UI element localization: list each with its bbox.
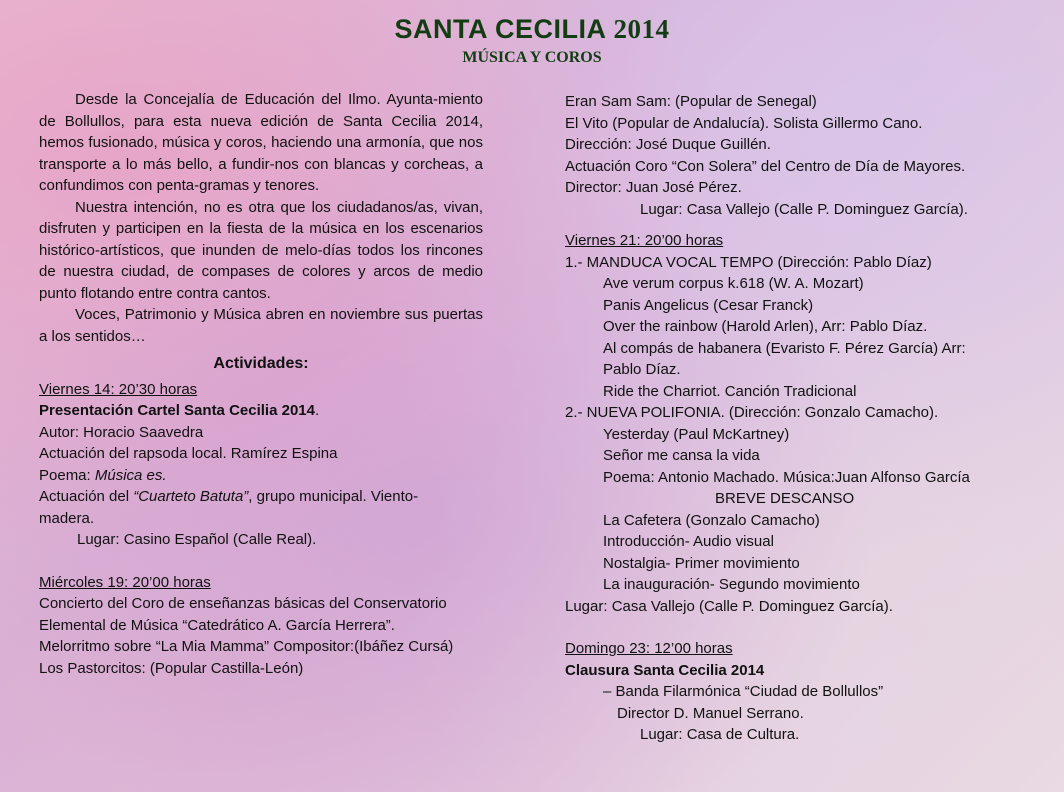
event-title	[39, 400, 483, 422]
event-place: Lugar: Casa de Cultura.	[640, 726, 800, 743]
event-miercoles-19-continued	[565, 91, 1045, 220]
event-viernes-21	[565, 230, 1045, 617]
poema-title: Música es.	[94, 466, 167, 484]
activities-heading: Actividades:	[213, 355, 309, 372]
title-text: SANTA CECILIA	[394, 14, 606, 44]
title-year: 2014	[613, 14, 670, 44]
poema-label: Poema:	[39, 466, 95, 484]
event-title-end: .	[314, 402, 320, 419]
event-band: – Banda Filarmónica “Ciudad de Bollullos”	[603, 683, 884, 700]
event-date: Viernes 14: 20’30 horas	[39, 380, 198, 398]
event-line: Los Pastorcitos: (Popular Castilla-León)	[39, 659, 304, 677]
group-heading: 2.- NUEVA POLIFONIA. (Dirección: Gonzalo Camacho).	[565, 404, 939, 421]
event-line: Concierto del Coro de enseñanzas básicas del Conservatorio	[39, 595, 447, 612]
event-cuarteto	[39, 486, 483, 508]
program-item: Poema: Antonio Machado. Música:Juan Alfonso García	[603, 468, 970, 486]
page-subtitle: MÚSICA Y COROS	[462, 49, 602, 66]
event-date: Domingo 23: 12’00 horas	[565, 640, 733, 657]
cuarteto-post: , grupo municipal. Viento-	[248, 488, 419, 505]
event-rapsoda: Actuación del rapsoda local. Ramírez Espina	[39, 445, 338, 462]
event-line: Elemental de Música “Catedrático A. García Herrera”.	[39, 616, 395, 634]
event-date: Miércoles 19: 20’00 horas	[39, 573, 211, 591]
program-item: Over the rainbow (Harold Arlen), Arr: Pablo Díaz.	[603, 318, 928, 335]
event-line: Actuación Coro “Con Solera” del Centro de Día de Mayores.	[565, 157, 966, 175]
event-viernes-14	[39, 379, 483, 551]
program-item: Pablo Díaz.	[603, 361, 681, 378]
right-column	[565, 91, 1045, 746]
spacer	[565, 617, 1045, 638]
event-author: Autor: Horacio Saavedra	[39, 423, 204, 441]
intro-paragraph-2: Nuestra intención, no es otra que los ciudadanos/as, vivan, disfruten y participen en la fiesta de la música en los escenarios histórico-artísticos, que inunden de melo-días todos los rincones de nuestra ciudad, de compases de colores y arcos de medio punto flotando entre contra cantos.	[39, 198, 483, 302]
group-heading: 1.- MANDUCA VOCAL TEMPO (Dirección: Pablo Díaz)	[565, 253, 932, 271]
event-domingo-23	[565, 638, 1045, 746]
event-place: Lugar: Casa Vallejo (Calle P. Dominguez García).	[565, 597, 893, 615]
left-column	[39, 89, 483, 679]
intro-paragraph-3: Voces, Patrimonio y Música abren en noviembre sus puertas a los sentidos…	[39, 306, 483, 345]
event-date: Viernes 21: 20’00 horas	[565, 232, 724, 249]
event-line: Eran Sam Sam: (Popular de Senegal)	[565, 93, 817, 110]
spacer	[565, 220, 1045, 230]
break-label: BREVE DESCANSO	[715, 490, 855, 507]
event-title-text: Presentación Cartel Santa Cecilia 2014	[39, 402, 315, 419]
event-line: Melorritmo sobre “La Mia Mamma” Compositor:(Ibáñez Cursá)	[39, 638, 454, 655]
program-item: Ave verum corpus k.618 (W. A. Mozart)	[603, 275, 864, 292]
intro-paragraph-1: Desde la Concejalía de Educación del Ilmo. Ayunta-miento de Bollullos, para esta nueva edición de Santa Cecilia 2014, hemos fusionado, música y coros, haciendo una armonía, que nos transporte a lo más bello, a fundir-nos con blancas y corcheas, a confundimos con penta-gramas y tenores.	[39, 91, 483, 194]
event-line: El Vito (Popular de Andalucía). Solista Gillermo Cano.	[565, 114, 923, 132]
program-item: Nostalgia- Primer movimiento	[603, 554, 800, 572]
page-title	[0, 14, 1064, 45]
cuarteto-name: “Cuarteto Batuta”	[133, 488, 249, 505]
program-item: La Cafetera (Gonzalo Camacho)	[603, 511, 820, 529]
event-place: Lugar: Casino Español (Calle Real).	[77, 531, 317, 548]
program-item: Al compás de habanera (Evaristo F. Pérez García) Arr:	[603, 339, 966, 357]
program-item: Ride the Charriot. Canción Tradicional	[603, 382, 857, 400]
event-miercoles-19	[39, 572, 483, 680]
event-line: Dirección: José Duque Guillén.	[565, 136, 771, 153]
event-title: Clausura Santa Cecilia 2014	[565, 661, 765, 679]
event-poema	[39, 465, 483, 487]
cuarteto-pre: Actuación del	[39, 488, 134, 505]
event-cuarteto-cont: madera.	[39, 509, 95, 527]
event-director: Director D. Manuel Serrano.	[617, 704, 804, 722]
program-item: La inauguración- Segundo movimiento	[603, 576, 860, 593]
event-place: Lugar: Casa Vallejo (Calle P. Dominguez García).	[640, 200, 968, 218]
spacer	[39, 551, 483, 572]
program-item: Introducción- Audio visual	[603, 533, 774, 550]
program-item: Señor me cansa la vida	[603, 447, 760, 464]
program-item: Yesterday (Paul McKartney)	[603, 425, 790, 443]
event-line: Director: Juan José Pérez.	[565, 179, 742, 196]
program-item: Panis Angelicus (Cesar Franck)	[603, 296, 814, 314]
